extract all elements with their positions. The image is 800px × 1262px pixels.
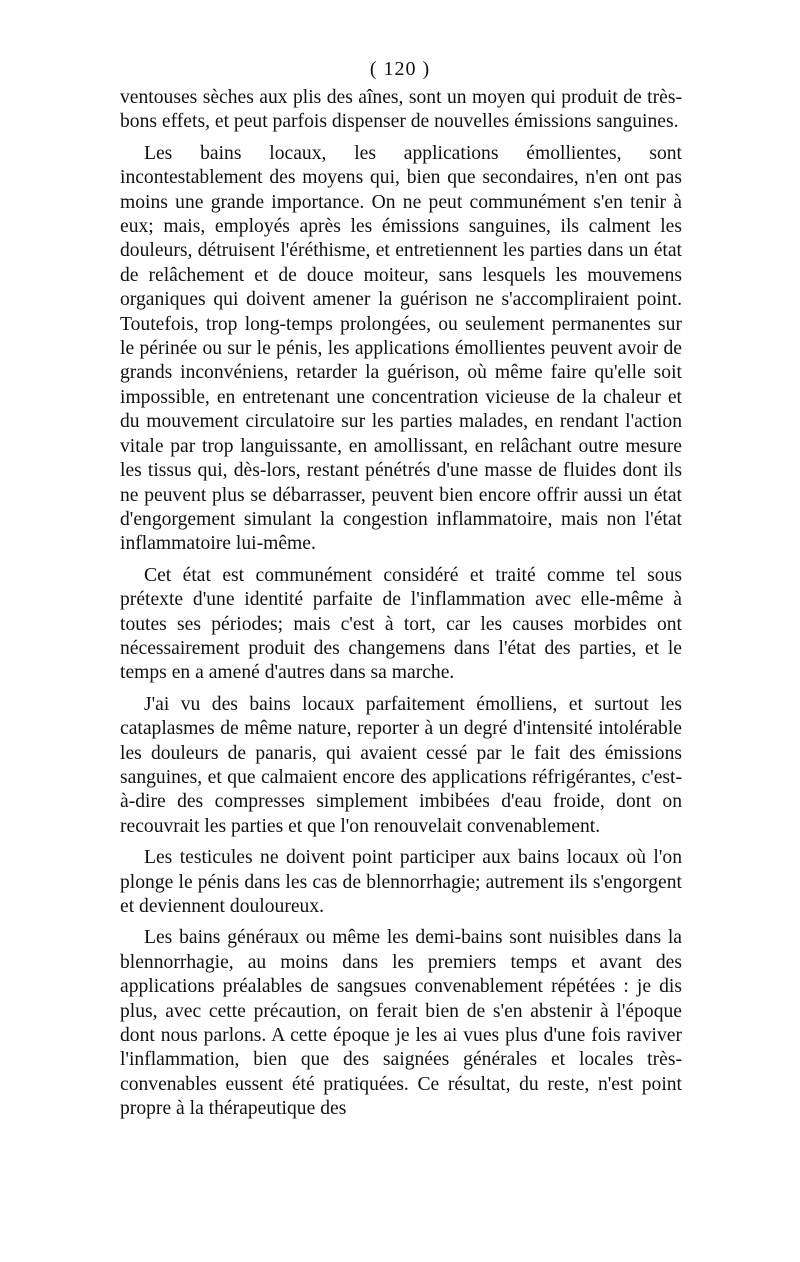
- paragraph-bains-locaux: Les bains locaux, les applications émollientes, sont incontestablement des moyens qui, bien que secondaires, n'en ont pas moins une grande importance. On ne peut communément s'en tenir à eux; mais, employés après les émissions sanguines, ils calment les douleurs, détruisent l'éréthisme, et entretiennent les parties dans un état de relâchement et de douce moiteur, sans lesquels les mouvemens organiques qui doivent amener la guérison ne s'accompliraient point. Toutefois, trop long-temps prolongées, ou seulement permanentes sur le périnée ou sur le pénis, les applications émollientes peuvent avoir de grands inconvéniens, retarder la guérison, où même faire qu'elle soit impossible, en entretenant une concentration vicieuse de la chaleur et du mouvement circulatoire sur les parties malades, en rendant l'action vitale par trop languissante, en amollissant, en relâchant outre mesure les tissus qui, dès-lors, restant pénétrés d'une masse de fluides dont ils ne peuvent plus se débarrasser, peuvent bien encore offrir aussi un état d'engorgement simulant la congestion inflammatoire, mais non l'état inflammatoire lui-même.: [120, 142, 682, 555]
- paragraph-testicules: Les testicules ne doivent point participer aux bains locaux où l'on plonge le pénis dans les cas de blennorrhagie; autrement ils s'engorgent et deviennent douloureux.: [120, 847, 682, 917]
- body-text: [120, 86, 682, 1129]
- paragraph-continuation: ventouses sèches aux plis des aînes, sont un moyen qui produit de très-bons effets, et peut parfois dispenser de nouvelles émissions sanguines.: [120, 87, 682, 133]
- paragraph-bains-generaux: Les bains généraux ou même les demi-bains sont nuisibles dans la blennorrhagie, au moins dans les premiers temps et avant des applications préalables de sangsues convenablement répétées : je dis plus, avec cette précaution, on ferait bien de s'en abstenir à l'époque dont nous parlons. A cette époque je les ai vues plus d'une fois raviver l'inflammation, bien que des saignées générales et locales très-convenables eussent été pratiquées. Ce résultat, du reste, n'est point propre à la thérapeutique des: [120, 927, 682, 1120]
- paragraph-cet-etat: Cet état est communément considéré et traité comme tel sous prétexte d'une identité parfaite de l'inflammation avec elle-même à toutes ses périodes; mais c'est à tort, car les causes morbides ont nécessairement produit des changemens dans l'état des parties, et le temps en a amené d'autres dans sa marche.: [120, 564, 682, 684]
- page-number: ( 120 ): [369, 58, 431, 80]
- paragraph-jai-vu: J'ai vu des bains locaux parfaitement émolliens, et surtout les cataplasmes de même nature, reporter à un degré d'intensité intolérable les douleurs de panaris, qui avaient cessé par le fait des émissions sanguines, et que calmaient encore des applications réfrigérantes, c'est-à-dire des compresses simplement imbibées d'eau froide, dont on recouvrait les parties et que l'on renouvelait convenablement.: [120, 693, 682, 837]
